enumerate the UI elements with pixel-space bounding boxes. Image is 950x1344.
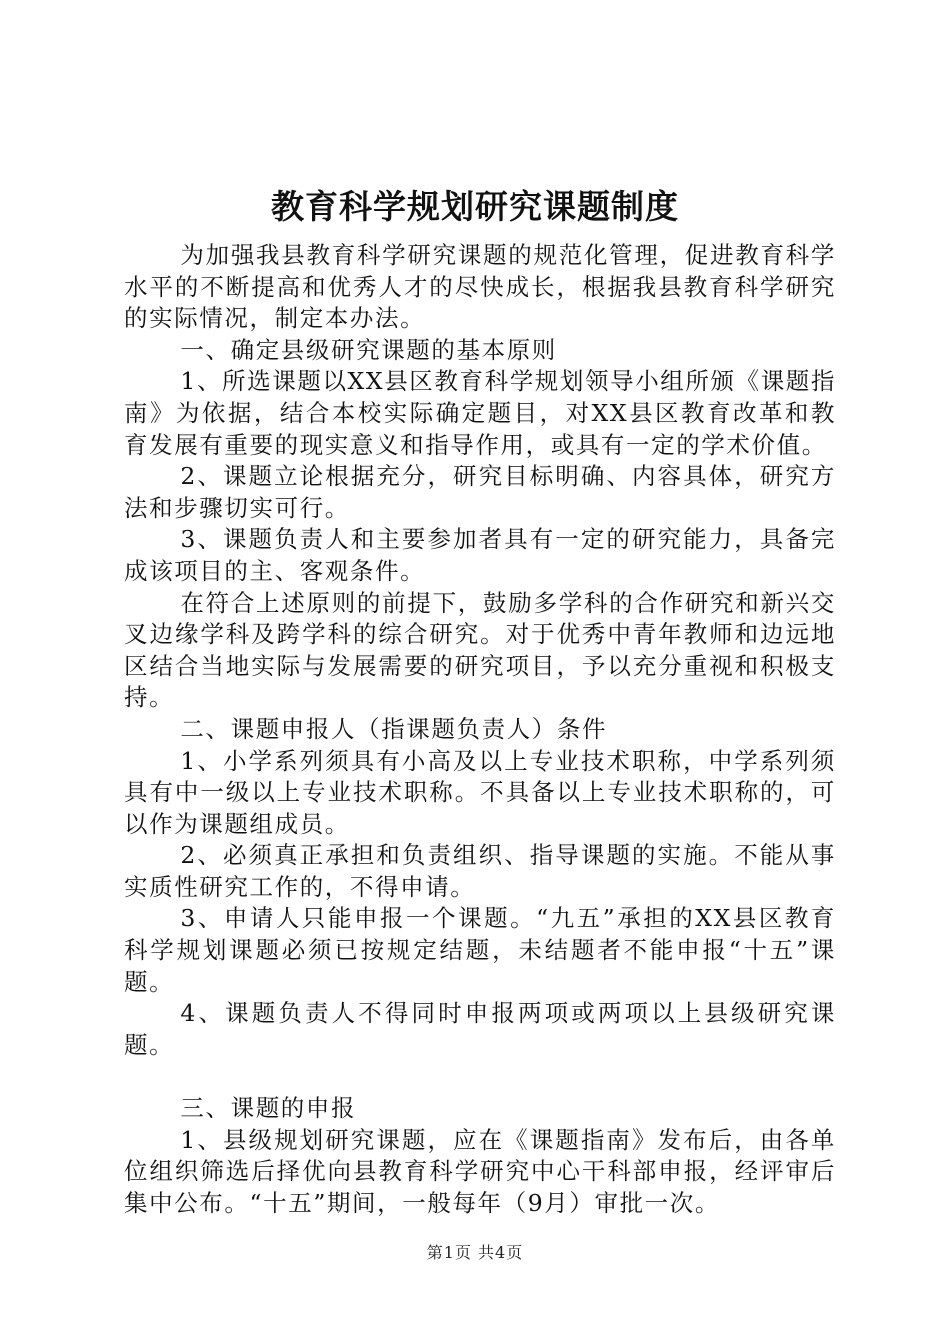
blank-line	[124, 1061, 836, 1093]
principle-item-3: 3、课题负责人和主要参加者具有一定的研究能力，具备完成该项目的主、客观条件。	[124, 525, 836, 585]
document-body	[124, 240, 836, 1219]
applicant-item-1: 1、小学系列须具有小高及以上专业技术职称，中学系列须具有中一级以上专业技术职称。不具备以上专业技术职称的，可以作为课题组成员。	[124, 746, 836, 838]
principle-note-paragraph: 在符合上述原则的前提下，鼓励多学科的合作研究和新兴交叉边缘学科及跨学科的综合研究。对于优秀中青年教师和边远地区结合当地实际与发展需要的研究项目，予以充分重视和积极支持。	[124, 588, 836, 712]
applicant-item-4: 4、课题负责人不得同时申报两项或两项以上县级研究课题。	[124, 999, 836, 1059]
applicant-item-3: 3、申请人只能申报一个课题。“九五”承担的XX县区教育科学规划课题必须已按规定结题，未结题者不能申报“十五”课题。	[124, 904, 836, 996]
section-heading-3: 三、课题的申报	[180, 1094, 357, 1123]
section-heading-2: 二、课题申报人（指课题负责人）条件	[180, 714, 608, 743]
intro-paragraph: 为加强我县教育科学研究课题的规范化管理，促进教育科学水平的不断提高和优秀人才的尽快成长，根据我县教育科学研究的实际情况，制定本办法。	[124, 241, 836, 333]
principle-item-1: 1、所选课题以XX县区教育科学规划领导小组所颁《课题指南》为依据，结合本校实际确定题目，对XX县区教育改革和教育发展有重要的现实意义和指导作用，或具有一定的学术价值。	[124, 367, 837, 459]
section-heading-1: 一、确定县级研究课题的基本原则	[180, 335, 557, 364]
principle-item-2: 2、课题立论根据充分，研究目标明确、内容具体，研究方法和步骤切实可行。	[124, 462, 836, 522]
document-title: 教育科学规划研究课题制度	[271, 187, 679, 226]
page-footer: 第1页 共4页	[426, 1243, 524, 1262]
applicant-item-2: 2、必须真正承担和负责组织、指导课题的实施。不能从事实质性研究工作的，不得申请。	[124, 841, 836, 901]
application-item-1: 1、县级规划研究课题，应在《课题指南》发布后，由各单位组织筛选后择优向县教育科学研究中心干科部申报，经评审后集中公布。“十五”期间，一般每年（9月）审批一次。	[124, 1125, 836, 1217]
